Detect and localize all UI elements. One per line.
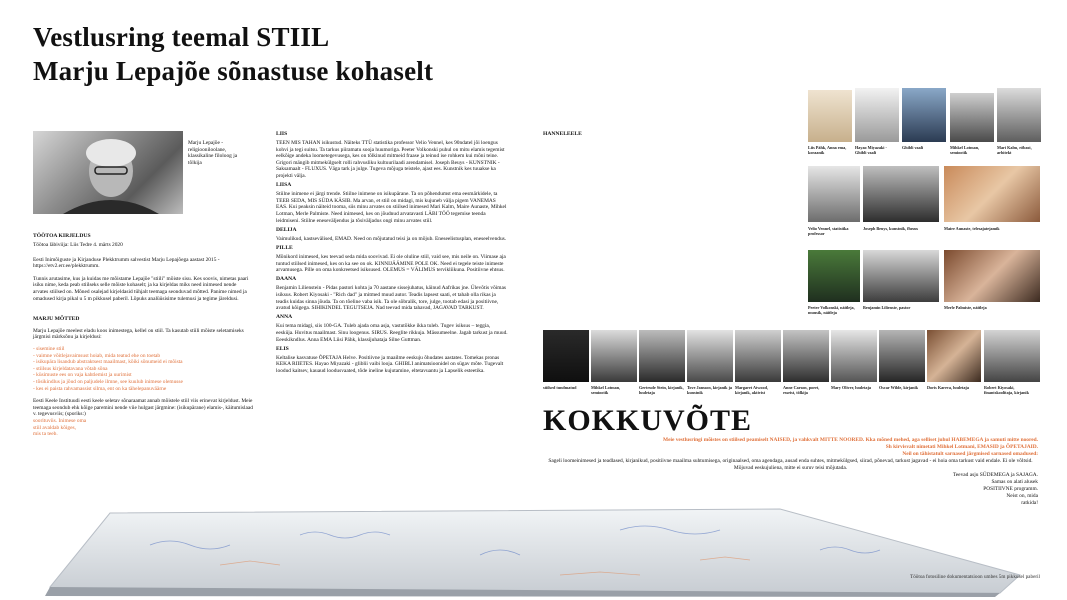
summary-line: Meie vestlusringi mõistes on stiilsed peamiselt NAISED, ja vahkvalt MITTE NOORED. Kka mõned mehed, aga selliset juhul HABEMEGA ja samuti mitte noored.: [662, 437, 1038, 443]
caption: Joseph Beuys, kunstnik, fluxus: [863, 226, 919, 231]
portrait-photo: [33, 131, 183, 214]
caption: Peeter Volkonski, näitleja, muusik, näitleja: [808, 305, 855, 315]
workshop-p2: Tunnis arutasime, kus ja kuidas me mõistame Lepajõe "stiili" mõiste sisu. Kes soovis, nimetas paari isiku nime, keda peab stiilseks selle mõiste kohaselt; ja ka kirjeldas miks need inimesed nende arvates stiilsed on. Mõned osalejad kirjeldasid tühjalt teemaga seonduvad mõtted. Panime nimed ja omadused kirja pikal u 5 m pikkusel paberil. Lõpuks analüüsisime tulemusi ja tegime järeldusi.: [33, 275, 249, 302]
summary-line: ratkida!: [1021, 500, 1038, 506]
caption: Margaret Atwood, kirjanik, aktivist: [735, 385, 768, 395]
summary-line: Neist on, mida: [1006, 493, 1038, 499]
workshop-heading: TÖÖTOA KIRJELDUS: [33, 233, 91, 239]
strip-photo: [831, 330, 877, 382]
anna-text: Kui tema midagi, siis 100-GA. Tuleb ajada oma asja, vastutõkke ikka tuleb. Tugev isiksus – teggia, eesküja. Huvitus maailmast. Sinu loogenus. SIRUS. Reeglite rikkuja. Mässumeelne. Jagab tarkust ja muud. Eeeskikndlus. Anna EMA Liisi Pähk, klassijuhataja Silne Guttman.: [276, 323, 508, 343]
elis-heading: ELIS: [276, 345, 289, 352]
portrait-image: [33, 131, 183, 214]
photo-miyazaki: [855, 88, 899, 142]
strip-photo: [783, 330, 829, 382]
caption: Benjamin Lilienste, pastor: [863, 305, 911, 310]
caption: Gertrude Stein, kirjanik, luuletaja: [639, 385, 684, 395]
tail-line: soorituviis. Inimese oma: [33, 417, 87, 424]
caption: Tove Jansson, kirjanik ja kunstnik: [687, 385, 732, 395]
caption: Robert Kiyosaki, finantskoolitaja, kirjanik: [984, 385, 1029, 395]
strip-photo: [639, 330, 685, 382]
column-2: [276, 131, 508, 377]
caption: Doris Kareva, luuletaja: [927, 385, 969, 390]
thoughts-p2: Eesti Keele Instituudi eesti keele seletav sõnaraamat annab mõistele stiil viis erinevat kirjeldust. Meie teemaga seondub ehk kõige paremini nende viie hulgast järgmine: (isikupärane) elamis-, käitumislaad v. tegevusviis; (sporiks:): [33, 398, 253, 418]
caption: Mary Oliver, luuletaja: [831, 385, 871, 390]
summary-line: Samas on alati alusek: [991, 479, 1038, 485]
caption: Anne Carson, poeet, esseist, tõlkija: [783, 385, 820, 395]
liis-heading: LIIS: [276, 131, 288, 137]
caption: Maire Aunaste, telesajatejamik: [944, 226, 1000, 231]
photo-velio-vennel: [808, 166, 860, 222]
caption: Mihkel Lotman, semiootik: [950, 145, 980, 155]
thoughts-heading: MARJU MÕTTED: [33, 316, 80, 323]
paper-documentation-photo: [0, 505, 1067, 597]
strip-photo: [543, 330, 589, 382]
liisa-text: Stiilne inimene ei järgi trende. Stiilne inimene on isikupärane. Ta on põhendumst ema eesmärkidele, ta TEEB SEDA, MIS SÜDA KÄSIB. Ma arvan, et stiil on midagi, mis kujuneb välja pigem VANEMAS EAS. Kui peaksin näiteid tooma, siis minu arvates on stiilsed inimesed Mari Kalm, Maire Aunaste, Mihkel Lotman, Merle Palmiste. Need inimesed, kes on jõudnud arvatavasti LÄBI TÖÖ tegemise teenda leidmiseni. Stiilne eneseväljendus ja tõsiväljadus ongi minu arvates stiil.: [276, 191, 507, 224]
photo-joseph-beuys: [863, 166, 939, 222]
photo-maire-aunaste: [944, 166, 1040, 222]
thoughts-intro: Marju Lepajõe meelest eladu koos inimestega, kellel on stiil. Ta kasutab stiili mõiste seletamiseks järgmisi märksõnu ja kirjeldusi:: [33, 327, 244, 341]
title-line-2: Marju Lepajõe sõnastuse kohaselt: [33, 56, 434, 86]
caption: Mari Kalm, rõbast, arhitekt: [997, 145, 1032, 155]
photo-liis-pahk: [808, 90, 852, 142]
workshop-p1: Eesti Inimõiguste ja Kirjanduse Plekktrumm salvestist Marju Lepajõega aastast 2015 - https://etv2.err.ee/plekktrumm.: [33, 256, 220, 270]
tail-line: stiil avaldab kõiges,: [33, 424, 76, 431]
pille-heading: PILLE: [276, 244, 293, 251]
column-3: [543, 131, 775, 140]
list-item: - sisemine stiil: [33, 346, 65, 353]
title-line-1: Vestlusring teemal STIIL: [33, 22, 330, 52]
elis-text: Keltalise kasvatuse ÕPETAJA Helve. Positiivne ja maailme eeskuju õhudates aastates. Tomekas pronas KEKA RIIETES. Hayao Miyazaki - gliblii vaibi looja. GHIBLI animatsioonidel on sügav mõte. Tugevalt loodud kaitsev, kauaud loodusvaated, tõde ineline kujutamine, eltetavuantu ja Lapselik esteetika.: [276, 354, 504, 374]
strip-photo: [927, 330, 981, 382]
page-title: [33, 20, 433, 88]
thoughts-list: [33, 346, 253, 392]
tail-line: mis ta teeb.: [33, 431, 58, 438]
caption: Hayao Miyazaki - Ghibli vaali: [855, 145, 887, 155]
caption: Merle Palmiste, näitleja: [944, 305, 987, 310]
column-1: [33, 233, 253, 438]
thoughts-tail: [33, 418, 253, 438]
workshop-line: Töötoa läbiviija: Liis Tedre 4. märts 2020: [33, 242, 123, 249]
summary-line: Sageli loomeinimesed ja teadlased, kirjanikud, positiivne maailma suhtumisega, originaalsed, oma agendaga, ausad enda suhtes, mitmekülgsed, siirad, põnevad, tarkust jagavad - ei hoia oma tarkust vaid endale. Ei ole võltsid. Mõjuvad eeskujuliena, mitte ei suruv teisi mõjutada.: [548, 458, 1033, 471]
liis-text: TEEN MIS TAHAN isikustud. Näiteks TTÜ statistika professor Velio Vennel, kes 90ndatel jõi loengus kohvi ja tegi suitsu. Ta tarkus piiramatu sooja huumoriga. Peeter Volkonski puhul on mitu elamis tegemist eelkõige andeka loometegevusega, kes on tõlkinud mitmeid fraase ja teinud ise rohkem kui mõni teine. Grigori mängib mitmekülgselt rolli rahvusliku kultuurilaadi arendamisel. Joseph Beuys - KUNSTNIK - Saksamaalt - FLUXUS. Väga tark ja julge. Tugeva mõjuga teistele, ajast ees. Kunstnik kes tuuakse ka projekti välja.: [276, 140, 505, 180]
summary-line: Sh kirvisvalt nimetati Mihkel Lotmani, EMASID ja ÕPETAJAID.: [885, 444, 1038, 450]
liisa-heading: LIISA: [276, 182, 292, 189]
strip-photo: [687, 330, 733, 382]
delija-text: Vaimulikud, kastsevälised, EMAD. Need on mõjutatud teisi ja on mõjub. Eneseelistusplan, eneseelvendus.: [276, 235, 507, 242]
caption: Liis Pähk, Anna ema, koraanik: [808, 145, 847, 155]
daana-text: Benjamin Lilienstein - Pidas pastori kohta ja 70 aastane sissejuhatus, käinud Aafrikas jne. Ülevõtis võimas isiksus. Robert Kiyosaki - "Rich dad" ja mitmed muud autor. Teadis lapsest saati, et tahab olla rikas ja teadis kuidas sinna jõuda. Ta on tõeline vaba isik. Ta ole sõbralik, tore, julge, tootab edasi ja positiivne, avatud kõigega. SIHIKINDEL TEGUTSEJA. Nad teevad mida tahavad, JAGAVAD TARKUST.: [276, 285, 506, 312]
summary-line: Neil on tähistatult sarnased järgmised sarnased omadused:: [902, 451, 1038, 457]
list-item: - kes ei paista rahvamassist silma, ent on ka tähelepanuväärne: [33, 385, 167, 392]
photo-merle-palmiste: [944, 250, 1040, 302]
portrait-caption: Marju Lepajõe - religiooniloolane, klassikaline filoloog ja tõlkija: [188, 140, 238, 166]
caption: stiilsed tundmatud: [543, 385, 577, 390]
caption: Oscar Wilde, kirjanik: [879, 385, 918, 390]
photo-peeter-volkonski: [808, 250, 860, 302]
pille-text: Mõnikord inimesed, kes teevad seda mida soovivad. Ei ole oluline stiil, vaid see, mis neile on. Viimase aja tuntud stiilsed inimesed, kes on ka see on ok. KINNIJÄÄMINE POLE OK. Need ei tegele teiste inimeste arvamusega. Pille on oma konkreetsed isiksused. OLEMUS = VÄLIMUS tervikliikuna. Positiivne ehtsus.: [276, 254, 506, 274]
photo-ghibli: [902, 88, 946, 142]
hanneleele-heading: HANNELEELE: [543, 131, 582, 137]
summary-text: [543, 437, 1038, 507]
photo-lotman: [950, 93, 994, 142]
strip-photo: [591, 330, 637, 382]
anna-heading: ANNA: [276, 314, 293, 321]
photo-mari-kalm: [997, 88, 1041, 142]
caption: Ghibli vaali: [902, 145, 924, 150]
list-item: - vaimne võitlejavaimsust hoiab, mida teatud ehe on toetab: [33, 352, 161, 359]
summary-heading: KOKKUVÕTE: [543, 404, 753, 437]
daana-heading: DAANA: [276, 276, 297, 283]
list-item: - stiilsus kirjeldatavana võtab sõna: [33, 365, 108, 372]
photo-benjamin-lilienste: [863, 250, 939, 302]
footer-caption: Töötoa fotosiline dokumentatsioon umbes 5m pikkusel paberil: [910, 574, 1040, 580]
list-item: - isikupära lisandub abstraktsest maailmast, kõiki sõnumeid ei mõista: [33, 359, 183, 366]
summary-line: Teevad asju SÜDEMEGA ja SAJAGA.: [952, 472, 1038, 478]
strip-photo: [735, 330, 781, 382]
strip-photo: [984, 330, 1040, 382]
list-item: - küsimuste ees on vaja kahtlemist ja uurimist: [33, 372, 132, 379]
summary-line: POSITIIVNE programm.: [983, 486, 1038, 492]
caption: Mihkel Lotman, semiootik: [591, 385, 621, 395]
delija-heading: DELIJA: [276, 226, 297, 233]
caption: Velio Vennel, statistika professor: [808, 226, 849, 236]
list-item: - tõsikindlus ja jõud on paljudele ilmne, see kuulub inimese olemusse: [33, 379, 183, 385]
strip-photo: [879, 330, 925, 382]
